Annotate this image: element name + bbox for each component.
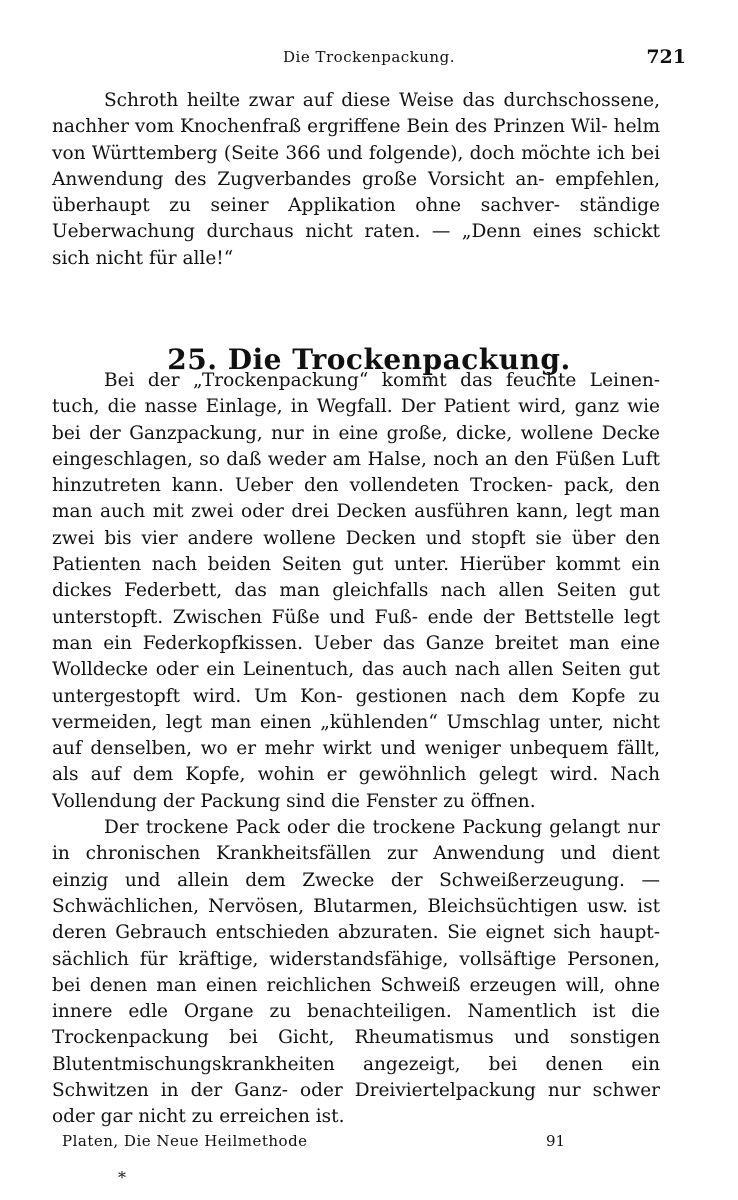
chapter-heading: 25. Die Trockenpackung.: [167, 343, 571, 377]
section-text-block: [52, 368, 660, 1131]
intro-text-block: [52, 88, 660, 272]
body-paragraph-1: Bei der „Trockenpackung“ kommt das feuchte Leinen- tuch, die nasse Einlage, in Wegfall. Der Patient wird, ganz wie bei der Ganzpackung, nur in eine große, dicke, wollene Decke eingeschlagen, so daß weder am Halse, noch an den Füßen Luft hinzutreten kann. Ueber den vollendeten Trocken- pack, den man auch mit zwei oder drei Decken ausführen kann, legt man zwei bis vier andere wollene Decken und stopft sie über den Patienten nach beiden Seiten gut unter. Hierüber kommt ein dickes Federbett, das man gleichfalls nach allen Seiten gut unterstopft. Zwischen Füße und Fuß- ende der Bettstelle legt man ein Federkopfkissen. Ueber das Ganze breitet man eine Wolldecke oder ein Leinentuch, das auch nach allen Seiten gut untergestopft wird. Um Kon- gestionen nach dem Kopfe zu vermeiden, legt man einen „kühlenden“ Umschlag unter, nicht auf denselben, wo er mehr wirkt und weniger unbequem fällt, als auf dem Kopfe, wohin er gewöhnlich gelegt wird. Nach Vollendung der Packung sind die Fenster zu öffnen.: [52, 370, 660, 812]
footer-source: Platen, Die Neue Heilmethode: [62, 1132, 308, 1150]
page-number: 721: [646, 46, 686, 68]
sheet-number: 91: [546, 1132, 566, 1150]
intro-paragraph: Schroth heilte zwar auf diese Weise das durchschossene, nachher vom Knochenfraß ergriffene Bein des Prinzen Wil- helm von Württemberg (Seite 366 und folgende), doch möchte ich bei Anwendung des Zugverbandes große Vorsicht an- empfehlen, überhaupt zu seiner Applikation ohne sachver- ständige Ueberwachung durchaus nicht raten. — „Denn eines schickt sich nicht für alle!“: [52, 90, 660, 269]
printer-mark: *: [118, 1168, 126, 1187]
body-paragraph-2: Der trockene Pack oder die trockene Packung gelangt nur in chronischen Krankheitsfällen zur Anwendung und dient einzig und allein dem Zwecke der Schweißerzeugung. — Schwächlichen, Nervösen, Blutarmen, Bleichsüchtigen usw. ist deren Gebrauch entschieden abzuraten. Sie eignet sich haupt- sächlich für kräftige, widerstandsfähige, vollsäftige Personen, bei denen man einen reichlichen Schweiß erzeugen will, ohne innere edle Organe zu benachteiligen. Namentlich ist die Trockenpackung bei Gicht, Rheumatismus und sonstigen Blutentmischungskrankheiten angezeigt, bei denen ein Schwitzen in der Ganz- oder Dreiviertelpackung nur schwer oder gar nicht zu erreichen ist.: [52, 817, 660, 1128]
running-head: Die Trockenpackung.: [283, 48, 455, 66]
